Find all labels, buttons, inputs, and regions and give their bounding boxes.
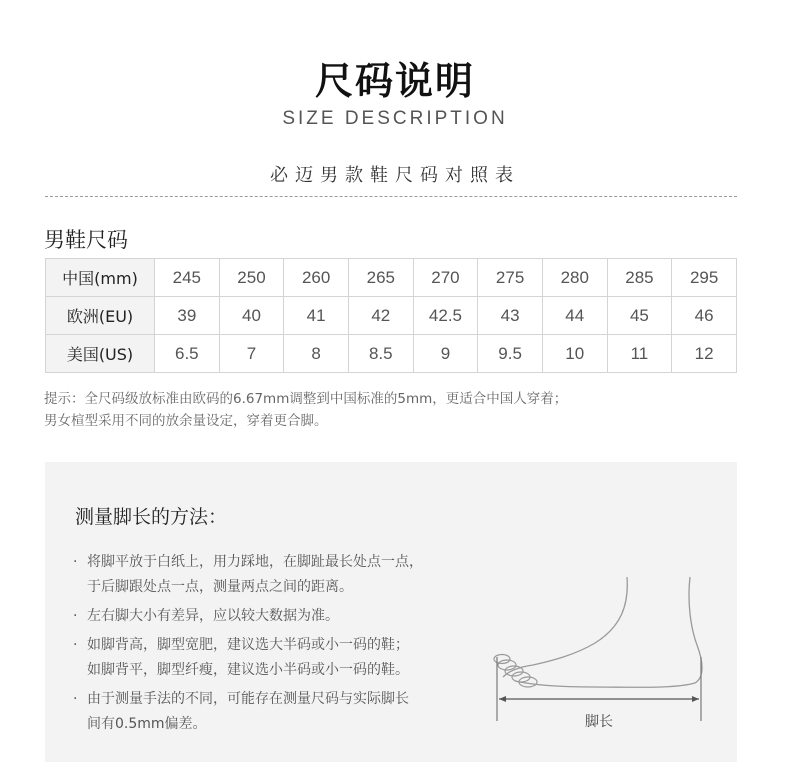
row-label: 美国(US) (46, 335, 155, 373)
row-label: 中国(mm) (46, 259, 155, 297)
foot-length-label: 脚长 (585, 714, 613, 730)
table-cell: 245 (155, 259, 220, 297)
bullet-dot: · (73, 637, 78, 653)
table-cell: 45 (607, 297, 672, 335)
list-item-line: 如脚背高，脚型宽肥，建议选大半码或小一码的鞋； (87, 637, 409, 653)
bullet-dot: · (73, 554, 78, 570)
list-item (73, 633, 423, 683)
measure-panel (45, 462, 737, 762)
bullet-dot: · (73, 608, 78, 624)
list-item (73, 550, 423, 600)
table-cell: 8.5 (348, 335, 413, 373)
table-cell: 275 (478, 259, 543, 297)
table-cell: 8 (284, 335, 349, 373)
table-cell: 250 (219, 259, 284, 297)
chart-subtitle: 必迈男款鞋尺码对照表 (270, 165, 520, 186)
table-row (46, 259, 737, 297)
table-cell: 9.5 (478, 335, 543, 373)
table-cell: 46 (672, 297, 737, 335)
table-cell: 39 (155, 297, 220, 335)
table-cell: 260 (284, 259, 349, 297)
table-cell: 280 (542, 259, 607, 297)
list-item (73, 604, 423, 629)
list-item (73, 687, 423, 737)
table-cell: 270 (413, 259, 478, 297)
size-chart-table (45, 258, 737, 373)
measure-title: 测量脚长的方法： (75, 506, 228, 528)
measure-instructions (73, 550, 423, 741)
list-item-line: 于后脚跟处点一点，测量两点之间的距离。 (87, 579, 353, 595)
tip-line: 男女楦型采用不同的放余量设定，穿着更合脚。 (44, 413, 328, 429)
tip-note (44, 388, 744, 432)
table-cell: 41 (284, 297, 349, 335)
list-item-line: 将脚平放于白纸上，用力踩地，在脚趾最长处点一点， (87, 554, 423, 570)
table-cell: 6.5 (155, 335, 220, 373)
table-cell: 42 (348, 297, 413, 335)
table-cell: 10 (542, 335, 607, 373)
table-cell: 40 (219, 297, 284, 335)
table-row (46, 297, 737, 335)
table-cell: 12 (672, 335, 737, 373)
table-cell: 265 (348, 259, 413, 297)
list-item-line: 间有0.5mm偏差。 (87, 716, 207, 732)
list-item-line: 如脚背平，脚型纤瘦，建议选小半码或小一码的鞋。 (87, 662, 409, 678)
tip-line: 提示：全尺码级放标准由欧码的6.67mm调整到中国标准的5mm，更适合中国人穿着； (44, 391, 568, 407)
list-item-line: 左右脚大小有差异，应以较大数据为准。 (87, 608, 339, 624)
table-cell: 9 (413, 335, 478, 373)
table-cell: 44 (542, 297, 607, 335)
table-cell: 43 (478, 297, 543, 335)
bullet-dot: · (73, 691, 78, 707)
table-cell: 7 (219, 335, 284, 373)
page-title: 尺码说明 (314, 59, 475, 103)
table-row (46, 335, 737, 373)
size-chart-title: 男鞋尺码 (44, 228, 128, 252)
row-label: 欧洲(EU) (46, 297, 155, 335)
list-item-line: 由于测量手法的不同，可能存在测量尺码与实际脚长 (87, 691, 409, 707)
table-cell: 295 (672, 259, 737, 297)
dashed-divider (45, 196, 737, 197)
table-cell: 11 (607, 335, 672, 373)
table-cell: 285 (607, 259, 672, 297)
page-title-english: SIZE DESCRIPTION (282, 108, 508, 129)
table-cell: 42.5 (413, 297, 478, 335)
